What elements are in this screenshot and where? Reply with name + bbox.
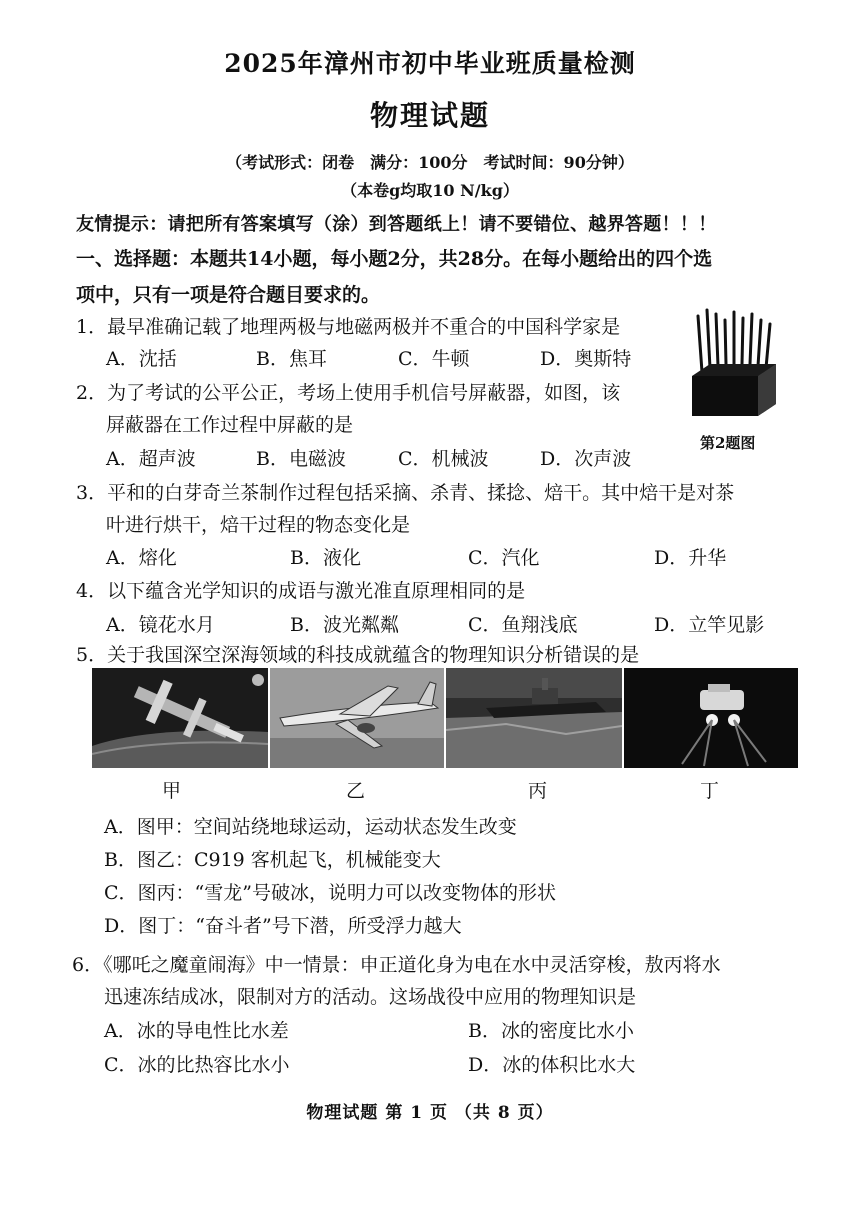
figure2-caption: 第2题图 <box>700 434 756 452</box>
exam-info: （考试形式：闭卷 满分：100分 考试时间：90分钟） <box>226 153 634 172</box>
q4-option-d: D．立竿见影 <box>654 614 765 636</box>
photo-c919-airliner <box>270 668 444 768</box>
q5-option-d: D．图丁：“奋斗者”号下潜，所受浮力越大 <box>104 915 462 937</box>
q3-option-d: D．升华 <box>654 547 727 569</box>
q4-option-a: A．镜花水月 <box>106 614 215 636</box>
photo-space-station <box>92 668 268 768</box>
q2-option-a: A．超声波 <box>106 448 196 470</box>
subject-title: 物理试题 <box>369 99 490 132</box>
signal-jammer-figure <box>688 306 780 418</box>
q1-option-c: C．牛顿 <box>398 348 470 370</box>
photo-xuelong-icebreaker <box>446 668 622 768</box>
q4-option-c: C．鱼翔浅底 <box>468 614 578 636</box>
photo-fendouzhe-submersible <box>624 668 798 768</box>
q1-option-d: D．奥斯特 <box>540 348 632 370</box>
q6-option-b: B．冰的密度比水小 <box>468 1020 634 1042</box>
q3-option-b: B．液化 <box>290 547 361 569</box>
section1-heading-cont: 项中，只有一项是符合题目要求的。 <box>76 284 381 306</box>
q3-option-c: C．汽化 <box>468 547 540 569</box>
q4-option-b: B．波光粼粼 <box>290 614 399 636</box>
q2-option-c: C．机械波 <box>398 448 489 470</box>
q1-stem: 1．最早准确记载了地理两极与地磁两极并不重合的中国科学家是 <box>76 316 621 338</box>
exam-title: 2025年漳州市初中毕业班质量检测 <box>224 49 636 78</box>
q5-option-c: C．图丙：“雪龙”号破冰，说明力可以改变物体的形状 <box>104 882 556 904</box>
q3-option-a: A．熔化 <box>106 547 177 569</box>
photo-label-jia: 甲 <box>162 780 182 802</box>
g-note: （本卷g均取10 N/kg） <box>341 181 519 200</box>
q6-option-c: C．冰的比热容比水小 <box>104 1054 290 1076</box>
page-footer: 物理试题 第 1 页 （共 8 页） <box>306 1103 554 1123</box>
photo-label-yi: 乙 <box>346 780 366 802</box>
q5-option-b: B．图乙：C919 客机起飞，机械能变大 <box>104 849 441 871</box>
q5-stem: 5．关于我国深空深海领域的科技成就蕴含的物理知识分析错误的是 <box>76 644 640 666</box>
photo-label-bing: 丙 <box>528 780 548 802</box>
q4-stem: 4．以下蕴含光学知识的成语与激光准直原理相同的是 <box>76 580 526 602</box>
q3-stem: 3．平和的白芽奇兰茶制作过程包括采摘、杀青、揉捻、焙干。其中焙干是对茶 <box>76 482 735 504</box>
photo-label-ding: 丁 <box>700 780 720 802</box>
q6-option-d: D．冰的体积比水大 <box>468 1054 636 1076</box>
q2-option-d: D．次声波 <box>540 448 632 470</box>
q2-stem: 2．为了考试的公平公正，考场上使用手机信号屏蔽器，如图，该 <box>76 382 621 404</box>
section1-heading: 一、选择题：本题共14小题，每小题2分，共28分。在每小题给出的四个选 <box>76 248 713 270</box>
q6-stem: 6．《哪吒之魔童闹海》中一情景：申正道化身为电在水中灵活穿梭，敖丙将水 <box>72 954 721 976</box>
friendly-tip: 友情提示：请把所有答案填写（涂）到答题纸上！请不要错位、越界答题！！！ <box>76 214 717 235</box>
q3-stem-cont: 叶进行烘干，焙干过程的物态变化是 <box>106 514 411 536</box>
q5-option-a: A．图甲：空间站绕地球运动，运动状态发生改变 <box>104 816 517 838</box>
q2-option-b: B．电磁波 <box>256 448 346 470</box>
q1-option-b: B．焦耳 <box>256 348 327 370</box>
q6-option-a: A．冰的导电性比水差 <box>104 1020 289 1042</box>
q6-stem-cont: 迅速冻结成冰，限制对方的活动。这场战役中应用的物理知识是 <box>104 986 637 1008</box>
q2-stem-cont: 屏蔽器在工作过程中屏蔽的是 <box>106 414 354 436</box>
q1-option-a: A．沈括 <box>106 348 177 370</box>
